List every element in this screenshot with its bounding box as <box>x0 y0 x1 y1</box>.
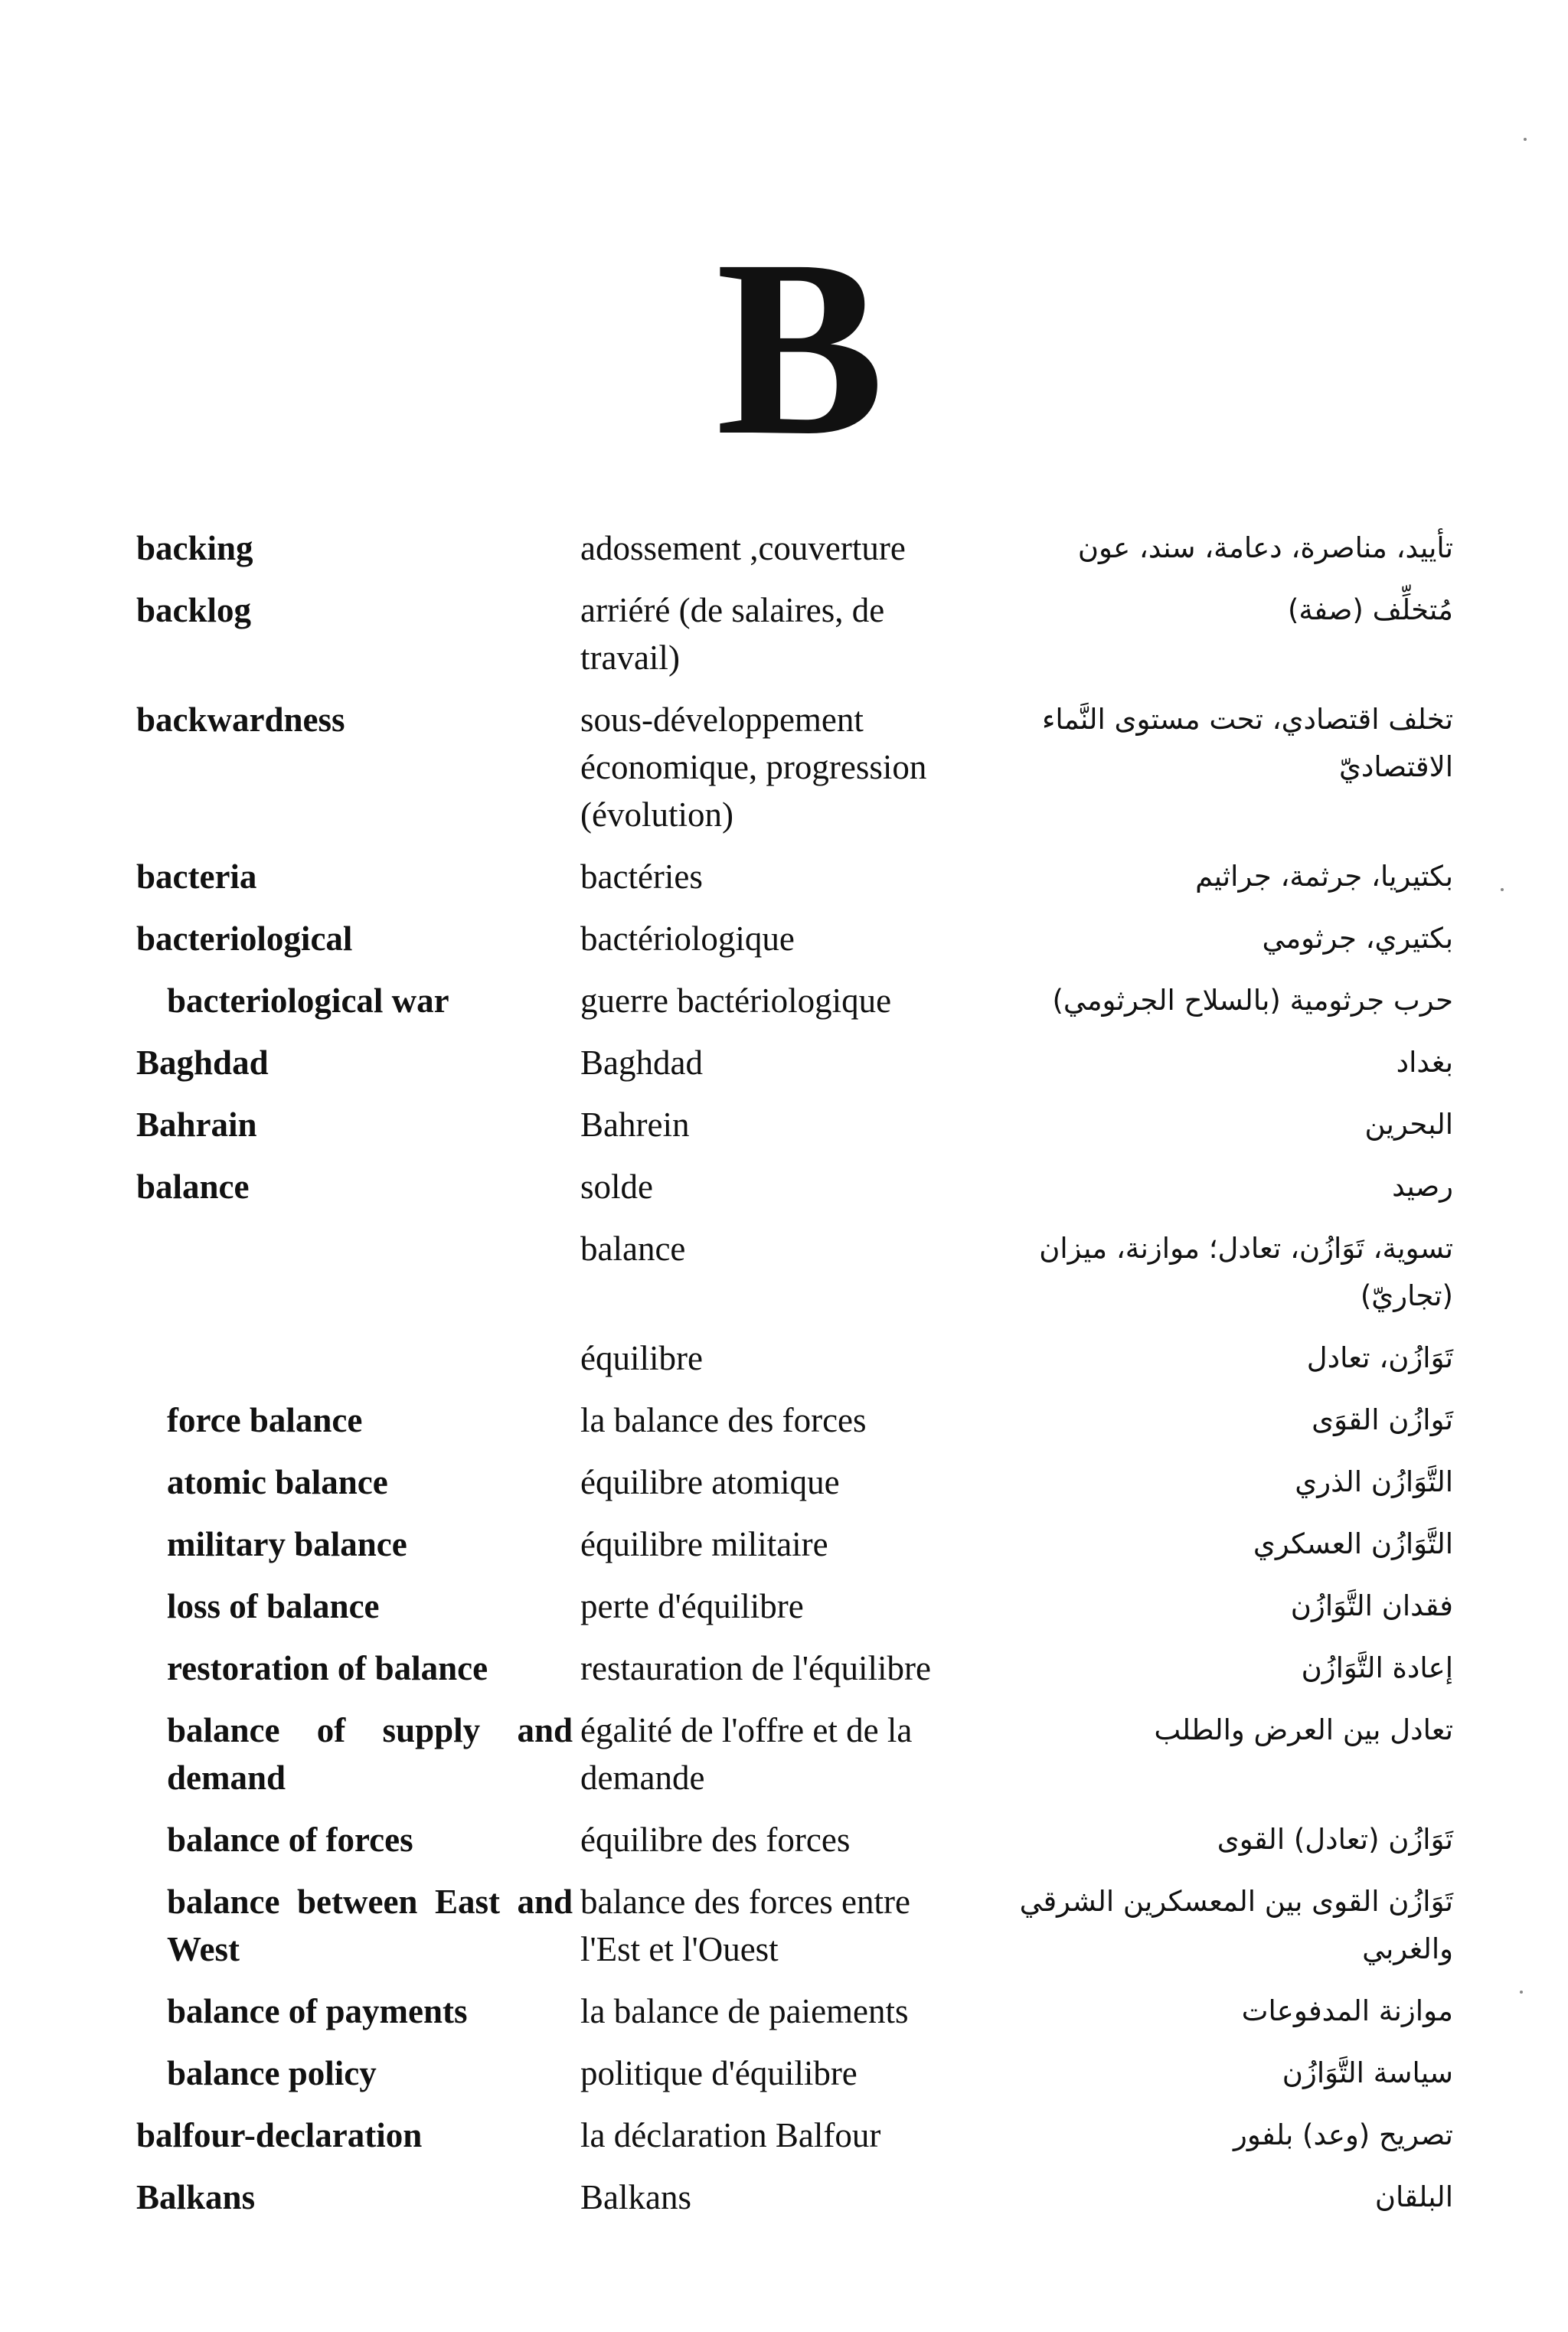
french-term: équilibre <box>580 1339 703 1377</box>
glossary-subentry-row <box>136 1878 1453 1973</box>
arabic-term: مُتخلِّف (صفة) <box>1287 593 1453 626</box>
arabic-term: بغداد <box>1396 1046 1453 1079</box>
english-term: balance of payments <box>167 1992 468 2030</box>
glossary-subentry-row <box>136 1582 1453 1630</box>
french-term: solde <box>580 1168 653 1206</box>
section-letter: B <box>715 208 885 488</box>
french-term: équilibre atomique <box>580 1463 840 1501</box>
french-term: Balkans <box>580 2178 691 2216</box>
glossary-entry-row <box>136 696 1453 838</box>
french-term: sous-développement économique, progression (évolution) <box>580 701 927 834</box>
english-term: backing <box>136 529 253 567</box>
english-term: bacteriological war <box>167 981 449 1020</box>
glossary-entry-row <box>136 1101 1453 1148</box>
arabic-term: التَّوَازُن الذري <box>1295 1465 1453 1498</box>
english-term: balance of forces <box>167 1821 413 1859</box>
french-term: Baghdad <box>580 1044 703 1082</box>
arabic-term: موازنة المدفوعات <box>1241 1994 1453 2027</box>
english-term: bacteria <box>136 857 257 896</box>
english-term: backwardness <box>136 701 345 739</box>
glossary-subentry-row <box>136 1520 1453 1568</box>
glossary-entry-row <box>136 1163 1453 1210</box>
glossary-entry-row <box>136 586 1453 681</box>
glossary-entry-row <box>136 1225 1453 1320</box>
english-term: Baghdad <box>136 1044 269 1082</box>
glossary-entry-row <box>136 2112 1453 2159</box>
english-term: bacteriological <box>136 919 353 958</box>
english-term: loss of balance <box>167 1587 380 1625</box>
glossary-subentry-row <box>136 1458 1453 1506</box>
arabic-term: تصريح (وعد) بلفور <box>1233 2118 1453 2151</box>
glossary-subentry-row <box>136 1707 1453 1801</box>
arabic-term: تَوَازُن القوى بين المعسكرين الشرقي والغربي <box>1019 1885 1453 1965</box>
english-term: Balkans <box>136 2178 256 2216</box>
french-term: balance des forces entre l'Est et l'Ouest <box>580 1883 910 1968</box>
arabic-term: رصيد <box>1392 1170 1453 1203</box>
glossary-entry-row <box>136 524 1453 572</box>
arabic-term: تَوَازُن، تعادل <box>1306 1341 1453 1374</box>
english-term: balance of supply and demand <box>167 1711 573 1797</box>
french-term: la balance des forces <box>580 1401 867 1439</box>
english-term: Bahrain <box>136 1106 257 1144</box>
arabic-term: تعادل بين العرض والطلب <box>1154 1713 1453 1746</box>
arabic-term: البلقان <box>1374 2180 1453 2213</box>
glossary-entry-row <box>136 915 1453 962</box>
french-term: politique d'équilibre <box>580 2054 858 2092</box>
arabic-term: إعادة التَّوَازُن <box>1301 1651 1453 1684</box>
glossary-subentry-row <box>136 2049 1453 2097</box>
french-term: restauration de l'équilibre <box>580 1649 931 1687</box>
glossary-subentry-row <box>136 1396 1453 1444</box>
glossary-entry-row <box>136 1334 1453 1382</box>
arabic-term: بكتيري، جرثومي <box>1262 922 1453 955</box>
arabic-term: تَوازُن القوَى <box>1312 1403 1453 1436</box>
arabic-term: بكتيريا، جرثمة، جراثيم <box>1195 860 1453 893</box>
french-term: la déclaration Balfour <box>580 2116 881 2154</box>
arabic-term: تَوَازُن (تعادل) القوى <box>1217 1823 1453 1856</box>
english-term: force balance <box>167 1401 363 1439</box>
english-term: balfour-declaration <box>136 2116 423 2154</box>
glossary-subentry-row <box>136 1644 1453 1692</box>
french-term: la balance de paiements <box>580 1992 909 2030</box>
english-term: balance <box>136 1168 250 1206</box>
french-term: guerre bactériologique <box>580 981 892 1020</box>
glossary-subentry-row <box>136 977 1453 1024</box>
arabic-term: البحرين <box>1364 1108 1453 1141</box>
french-term: balance <box>580 1230 686 1268</box>
arabic-term: تأييد، مناصرة، دعامة، سند، عون <box>1077 531 1453 564</box>
english-term: backlog <box>136 591 252 629</box>
glossary-subentry-row <box>136 1987 1453 2035</box>
glossary-entries <box>136 524 1453 2236</box>
arabic-term: تخلف اقتصادي، تحت مستوى النَّماء الاقتصاديّ <box>1041 703 1453 783</box>
arabic-term: تسوية، تَوَازُن، تعادل؛ موازنة، ميزان (تجاريّ) <box>1039 1232 1453 1312</box>
english-term: restoration of balance <box>167 1649 488 1687</box>
french-term: adossement ,couverture <box>580 529 906 567</box>
glossary-entry-row <box>136 1039 1453 1086</box>
arabic-term: حرب جرثومية (بالسلاح الجرثومي) <box>1052 984 1453 1017</box>
french-term: bactéries <box>580 857 703 896</box>
arabic-term: التَّوَازُن العسكري <box>1253 1527 1453 1560</box>
english-term: balance between East and West <box>167 1883 573 1968</box>
glossary-entry-row <box>136 853 1453 900</box>
arabic-term: سياسة التَّوَازُن <box>1282 2056 1453 2089</box>
arabic-term: فقدان التَّوَازُن <box>1290 1589 1453 1622</box>
french-term: bactériologique <box>580 919 795 958</box>
french-term: équilibre militaire <box>580 1525 828 1563</box>
glossary-subentry-row <box>136 1816 1453 1863</box>
english-term: military balance <box>167 1525 407 1563</box>
english-term: atomic balance <box>167 1463 388 1501</box>
french-term: arriéré (de salaires, de travail) <box>580 591 885 677</box>
glossary-entry-row <box>136 2174 1453 2221</box>
french-term: perte d'équilibre <box>580 1587 804 1625</box>
french-term: égalité de l'offre et de la demande <box>580 1711 913 1797</box>
french-term: équilibre des forces <box>580 1821 851 1859</box>
english-term: balance policy <box>167 2054 377 2092</box>
french-term: Bahrein <box>580 1106 690 1144</box>
